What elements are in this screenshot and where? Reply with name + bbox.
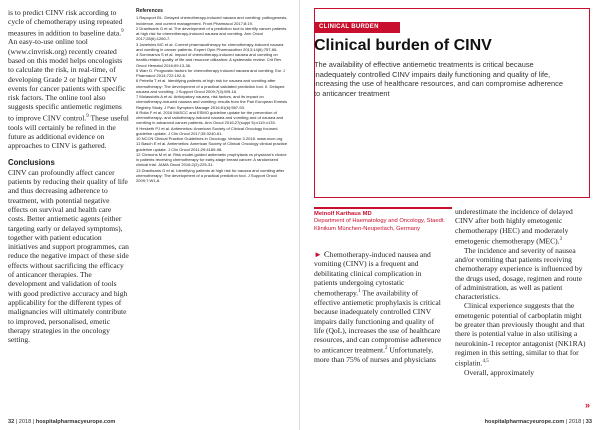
reference-item: 2 Dranitsaris G et al. The development of a prediction tool to identify cancer patients at high risk for chemotherapy-induced nausea and vomiting. Ann Oncol 2017;28(6):1260-7. (136, 25, 287, 42)
references-list (136, 9, 288, 183)
reference-item: 3 Janelsins MC et al. Current pharmacotherapy for chemotherapy-induced nausea and vomiting in cancer patients. Expert Opin Pharmacother 2013;14(6):757-66. (136, 41, 284, 52)
bullet-arrow-icon: ► (314, 250, 322, 259)
reference-item: 8 Roila F et al. 2016 MASCC and ESMO guideline update for the prevention of chemotherapy- and radiotherapy-induced nausea and vomiting and of nausea and vomiting in advanced cancer patients. Ann Oncol 2016;27(suppl 5):v119-v133. (136, 109, 284, 126)
citation: 3 (559, 236, 563, 242)
footer-year: 2018 (18, 419, 32, 425)
body-paragraph: The incidence and severity of nausea and/or vomiting that patients receiving chemotherapy experience is influenced by the drugs used, dosage, regimen and route of administration, as well as patient characteristics. (455, 245, 583, 302)
left-text-column (8, 8, 129, 344)
body-paragraph: Clinical experience suggests that the emetogenic potential of carboplatin might be greater than previously thought and that there is potential value in also utilising a neurokinin-1 receptor antagonist (NK1RA) regimen in this setting, similar to that for cisplatin.$^{4,5}$ (455, 301, 586, 368)
footer-year: 2018 (568, 419, 582, 425)
reference-item: 5 Warr D. Prognostic factors for chemotherapy induced nausea and vomiting. Eur J Pharmacol 2014;722:192-6. (136, 67, 285, 78)
intro-paragraph: is to predict CINV risk according to cycle of chemotherapy using repeated measures in addition to baseline data.$^9$ An easy-to-use online tool (www.cinvrisk.org) recently created based on this model helps oncologists to calculate the risk, in real-time, of developing Grade 2 or higher CINV events for cancer patients with specific risk factors. The online tool also suggests specific antiemetic regimens to improve CINV control.$^9$ These useful tools will certainly be refined in the future as additional evidence on approaches to CINV is gathered. (8, 8, 129, 151)
body-column-1 (314, 250, 445, 365)
lead-paragraph: ► Chemotherapy-induced nausea and vomiting (CINV) is a frequent and debilitating clinical complication in patients undergoing cytostatic chemotherapy.$^1$ The availability of effective antiemetic prophylaxis is critical because inadequately controlled CINV impairs daily functioning and quality of life (QoL), increases the use of healthcare resources, and can compromise adherence to anticancer treatment.$^2$ Unfortunately, more than 75% of nurses and physicians (314, 249, 442, 365)
footer-site[interactable]: hospitalpharmacyeurope.com (35, 419, 116, 425)
reference-item: 12 Clemons M et al. Risk model-guided antiemetic prophylaxis vs physician's choice in patients receiving chemotherapy for early-stage breast cancer: A randomized clinical trial. JAMA Oncol 2016;2(2):225-31. (136, 151, 287, 168)
citation: 1 (358, 289, 361, 295)
reference-item: 13 Dranitsaris G et al. Identifying patients at high risk for nausea and vomiting after chemotherapy: The development of a practical prediction tool. J Support Oncol 2009;7:W1-8. (136, 167, 285, 183)
conclusions-heading: Conclusions (8, 158, 55, 168)
footer-site[interactable]: hospitalpharmacyeurope.com (484, 419, 565, 425)
conclusions-paragraph: CINV can profoundly affect cancer patients by reducing their quality of life and thus decreasing adherence to treatment, with potential negative effects on survival and health care costs. Better antiemetic agents (either targeting early or delayed symptoms), together with patient education initiatives and support programmes, can reduce the negative impact of these side effects without sacrificing the efficacy of anticancer therapies. The development and validation of tools with good predictive accuracy and high applicability for the different types of malignancies will ultimately contribute to improved, personalised, emetic therapy strategies in the oncology setting. (8, 167, 129, 345)
author-divider (314, 207, 452, 209)
section-label: CLINICAL BURDEN (314, 22, 400, 33)
reference-item: 6 Petrella T et al. Identifying patients at high risk for nausea and vomiting after chemotherapy: The development of a practical validated prediction tool. II. Delayed nausea and vomiting. J Support Oncol 2009;7(4):W9-16. (136, 78, 285, 94)
reference-item: 10 NCCN Clinical Practice Guidelines in Oncology. Version 3.2018. www.nccn.org (136, 136, 283, 141)
body-paragraph: Overall, approximately (464, 368, 534, 378)
page-number: 32 (8, 419, 15, 425)
body-paragraph: underestimate the incidence of delayed CINV after both highly emetogenic chemotherapy (HEC) and moderately emetogenic chemotherapy (MEC).$^3$ (455, 207, 573, 246)
reference-item: 11 Basch E et al. Antiemetics: American Society of Clinical Oncology clinical practice guideline update. J Clin Oncol 2011;29:4189-98. (136, 141, 288, 152)
citation: 9 (86, 113, 89, 119)
dropcap: C (323, 249, 330, 259)
author-name: Meinolf Karthaus MD (314, 211, 372, 217)
article-title: Clinical burden of CINV (314, 37, 492, 54)
citation: 2 (385, 346, 388, 352)
standfirst: The availability of effective antiemetic treatments is critical because inadequately controlled CINV impairs daily functioning and quality of life, increasing the use of healthcare resources, and can compromise adherence to anticancer treatment (314, 60, 563, 98)
reference-item: 7 Molassiotis A et al. Anticipatory nausea, risk factors, and its impact on chemotherapy-induced nausea and vomiting: results from the Pan European Emesis Registry Study. J Pain Symptom Manage 2016;51(6):987-93. (136, 94, 288, 110)
citation: 4,5 (482, 359, 489, 365)
right-page (300, 0, 600, 430)
reference-item: 1 Rapoport BL. Delayed chemotherapy-induced nausea and vomiting: pathogenesis, incidence, and current management. Front Pharmacol 2017;8:19. (136, 15, 288, 26)
references-title: References (136, 8, 163, 14)
left-footer: 32 | 2018 | hospitalpharmacyeurope.com (8, 419, 116, 425)
body-column-2 (455, 207, 586, 377)
page-number: 33 (585, 419, 592, 425)
right-footer: hospitalpharmacyeurope.com | 2018 | 33 (484, 419, 592, 425)
reference-item: 4 Sommariva S et al. Impact of chemotherapy-induced nausea and vomiting on health-related quality of life and resource utilization: A systematic review. Crit Rev Oncol Hematol 2016;99:13-36. (136, 52, 282, 68)
author-affiliation: Department of Haematology and Oncology, Staedt. Klinikum München-Neuperlach, Germany (314, 218, 446, 232)
continue-arrow-icon: » (584, 400, 590, 410)
citation: 9 (121, 28, 124, 34)
reference-item: 9 Hesketh PJ et al. Antiemetics: American Society of Clinical Oncology focused guideline update. J Clin Oncol 2017;35:3240-61. (136, 125, 278, 136)
author-block (314, 211, 450, 233)
